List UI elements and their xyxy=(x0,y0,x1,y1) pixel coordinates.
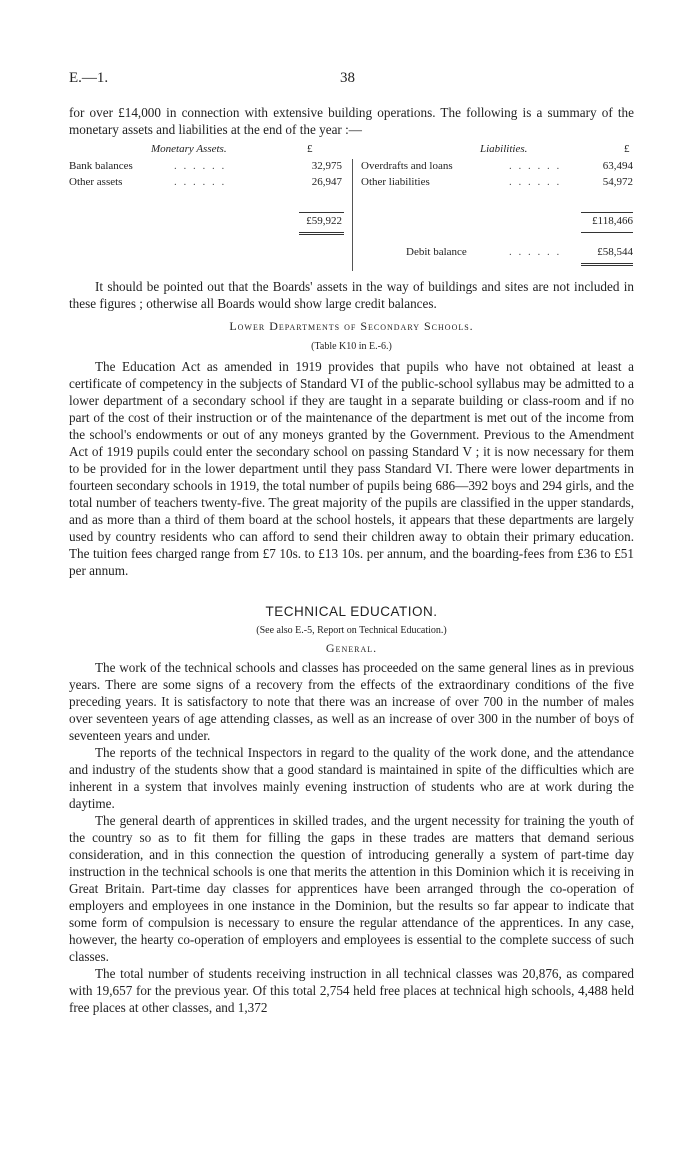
leader-dots: . . . . . . xyxy=(509,160,562,172)
technical-education-title: TECHNICAL EDUCATION. xyxy=(265,604,438,619)
technical-paragraph: The work of the technical schools and classes has proceeded on the same general lines as in previous years. There are some signs of a recovery from the effects of the extraordinary conditions of the five preceding years. It is satisfactory to note that there was an increase of over 700 in the number of males over seventeen years of age attending classes, as well as an increase of over 300 in the number of boys of seventeen years and under. xyxy=(69,660,634,743)
liabilities-heading: Liabilities. xyxy=(480,143,528,155)
assets-currency: £ xyxy=(307,143,313,155)
page-number: 38 xyxy=(340,70,355,86)
technical-paragraph: The general dearth of apprentices in skilled trades, and the urgent necessity for training the youth of the country so as to fit them for filling the gaps in these trades are matters that demand serious consideration, and in this connection the question of introducing generally a system of part-time day instruction in the technical schools is one that merits the attention in this Dominion which it is receiving in Great Britain. Part-time day classes for apprentices have been arranged through the co-operation of employers and employees in one instance in the Dominion, but the results so far appear to indicate that some form of compulsion is necessary to ensure the regular attendance of the apprentices. In any case, however, the hearty co-operation of employers and employees is essential to the complete success of such classes. xyxy=(69,813,634,964)
lower-departments-paragraph: The Education Act as amended in 1919 provides that pupils who have not obtained at least a certificate of competency in the subjects of Standard VI of the public-school syllabus may be admitted to a lower department of a secondary school if they are taught in a separate building or class-room and if no part of the cost of their instruction or of the maintenance of the department is met out of the income from the school's endowments or out of any moneys granted by the Government. Previous to the Amendment Act of 1919 pupils could enter the secondary school on passing Standard V ; it is now necessary for them to be provided for in the lower department until they pass Standard VI. There were lower departments in fourteen secondary schools in 1919, the total number of pupils being 686—392 boys and 294 girls, and the total number of teachers twenty-five. The great majority of the pupils are classified in the upper standards, and as more than a third of them board at the school hostels, it appears that these departments are largely used by country residents who can afford to send their children away to obtain their primary education. The tuition fees charged range from £7 10s. to £13 10s. per annum, and the boarding-fees from £36 to £51 per annum. xyxy=(69,359,634,578)
lower-departments-heading: Lower Departments of Secondary Schools. xyxy=(229,319,474,333)
assets-liabilities-table xyxy=(69,140,634,278)
page-body xyxy=(69,104,634,1016)
liabilities-currency: £ xyxy=(624,143,630,155)
section-reference: E.—1. xyxy=(69,70,109,86)
leader-dots: . . . . . . xyxy=(509,246,562,258)
liability-value: 54,972 xyxy=(602,176,633,188)
total-double-rule xyxy=(581,265,633,266)
total-double-rule xyxy=(299,232,344,233)
leader-dots: . . . . . . xyxy=(509,176,562,188)
page-header xyxy=(0,70,700,92)
column-divider xyxy=(352,159,353,271)
debit-balance-label: Debit balance xyxy=(406,246,467,258)
total-rule xyxy=(581,212,633,213)
assets-total: £59,922 xyxy=(306,215,342,227)
asset-label: Bank balances xyxy=(69,160,133,172)
total-rule xyxy=(581,232,633,233)
liability-label: Other liabilities xyxy=(361,176,430,188)
assets-heading: Monetary Assets. xyxy=(151,143,227,155)
boards-paragraph: It should be pointed out that the Boards' assets in the way of buildings and sites are not included in these figures ; otherwise all Boards would show large credit balances. xyxy=(69,279,634,311)
technical-paragraph: The total number of students receiving instruction in all technical classes was 20,876, as compared with 19,657 for the previous year. Of this total 2,754 held free places at technical high schools, 4,488 held free places at other classes, and 1,372 xyxy=(69,966,634,1015)
liability-value: 63,494 xyxy=(602,160,633,172)
general-subheading: General. xyxy=(325,641,378,655)
total-double-rule xyxy=(581,263,633,264)
lower-departments-reference: (Table K10 in E.-6.) xyxy=(311,341,392,352)
technical-paragraph: The reports of the technical Inspectors in regard to the quality of the work done, and the attendance and industry of the students show that a good standard is maintained in spite of the difficulties which are inherent in a system that involves mainly evening instruction of students who are at work during the daytime. xyxy=(69,745,634,811)
asset-label: Other assets xyxy=(69,176,123,188)
liabilities-total: £118,466 xyxy=(592,215,633,227)
intro-paragraph: for over £14,000 in connection with extensive building operations. The following is a summary of the monetary assets and liabilities at the end of the year :— xyxy=(69,105,634,137)
leader-dots: . . . . . . xyxy=(174,160,227,172)
liability-label: Overdrafts and loans xyxy=(361,160,453,172)
leader-dots: . . . . . . xyxy=(174,176,227,188)
total-double-rule xyxy=(299,234,344,235)
debit-balance-value: £58,544 xyxy=(597,246,633,258)
asset-value: 26,947 xyxy=(311,176,342,188)
technical-education-reference: (See also E.-5, Report on Technical Education.) xyxy=(256,625,447,636)
total-rule xyxy=(299,212,344,213)
asset-value: 32,975 xyxy=(311,160,342,172)
